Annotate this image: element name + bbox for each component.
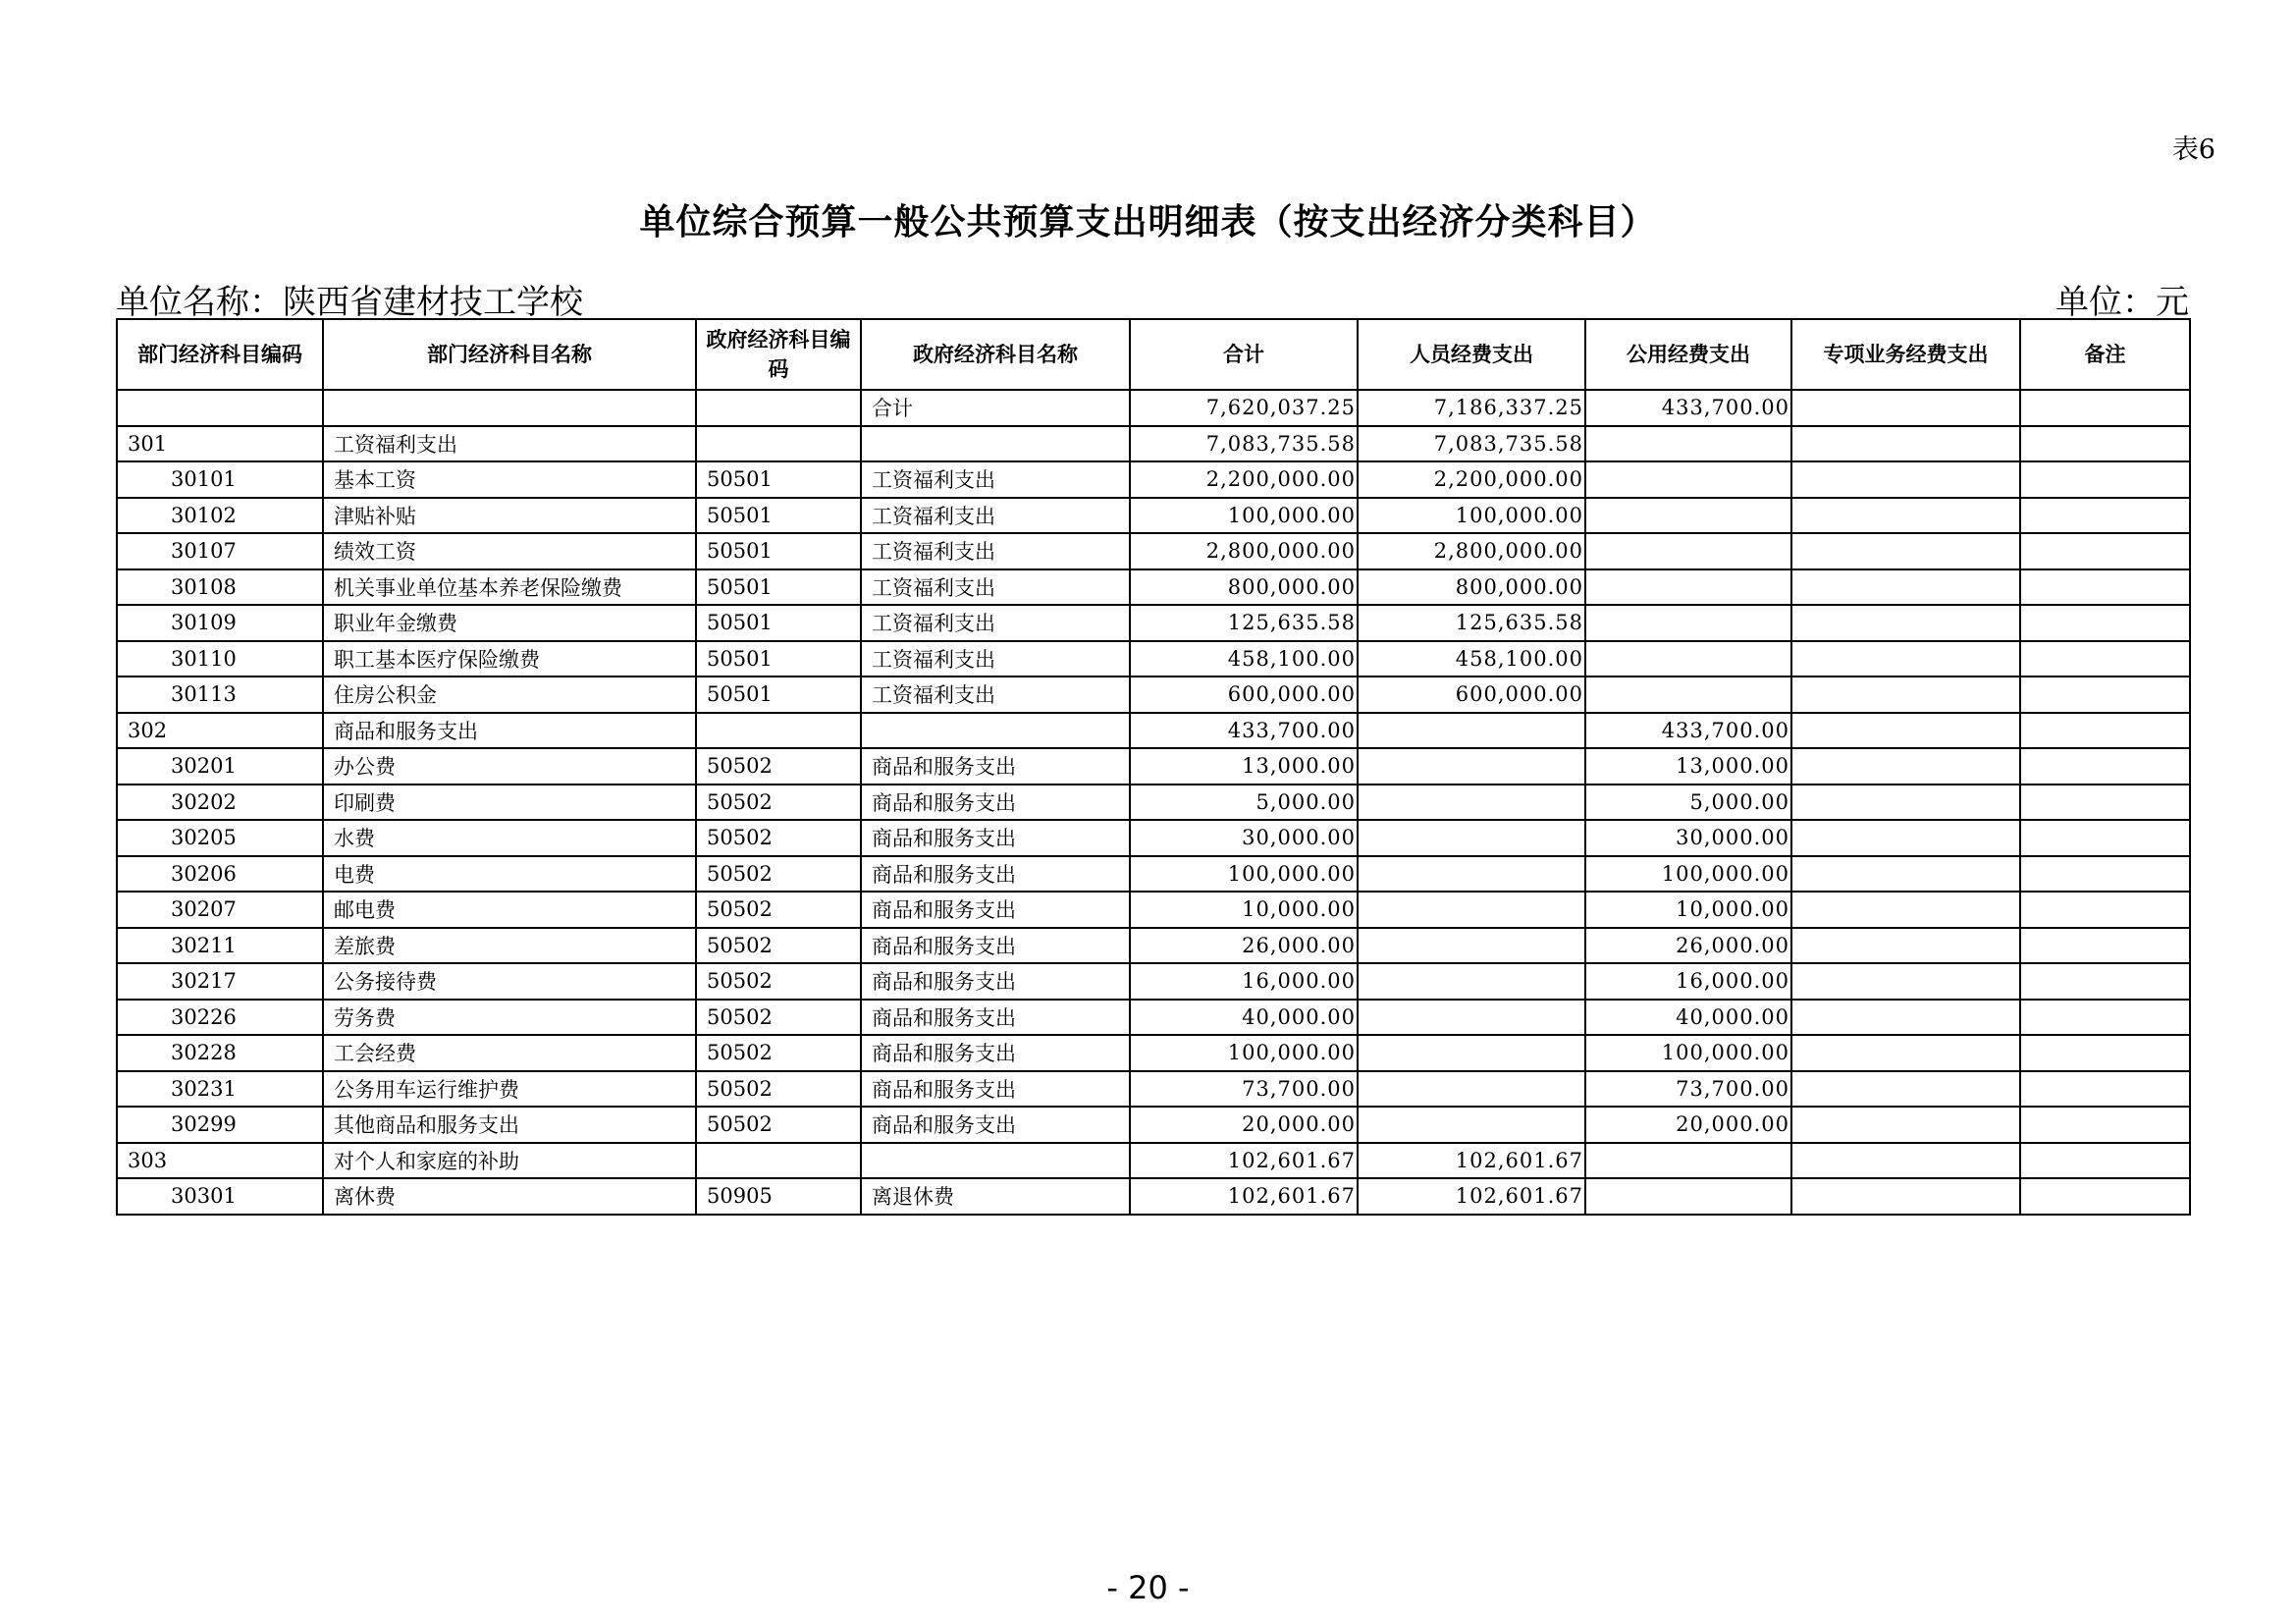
cell-special xyxy=(1791,1000,2020,1036)
cell-public: 30,000.00 xyxy=(1585,820,1791,856)
cell-personnel: 7,083,735.58 xyxy=(1358,426,1585,462)
expenditure-table xyxy=(116,318,2191,1216)
cell-special xyxy=(1791,785,2020,821)
cell-public: 13,000.00 xyxy=(1585,748,1791,785)
cell-dept-code: 30217 xyxy=(117,963,323,1000)
cell-total: 100,000.00 xyxy=(1130,856,1358,893)
table-row xyxy=(117,1071,2190,1108)
cell-personnel: 2,200,000.00 xyxy=(1358,461,1585,498)
currency-unit: 单位：元 xyxy=(2056,283,2189,322)
cell-gov-code: 50501 xyxy=(696,677,861,713)
cell-dept-name: 对个人和家庭的补助 xyxy=(323,1143,696,1179)
table-row xyxy=(117,533,2190,569)
cell-remark xyxy=(2020,1071,2190,1108)
cell-personnel xyxy=(1358,963,1585,1000)
cell-gov-code: 50501 xyxy=(696,533,861,569)
cell-gov-code: 50502 xyxy=(696,1035,861,1071)
cell-dept-name: 工会经费 xyxy=(323,1035,696,1071)
cell-gov-name: 合计 xyxy=(861,390,1130,426)
cell-total: 800,000.00 xyxy=(1130,569,1358,606)
cell-total: 26,000.00 xyxy=(1130,928,1358,964)
cell-total: 40,000.00 xyxy=(1130,1000,1358,1036)
cell-gov-name: 工资福利支出 xyxy=(861,641,1130,677)
cell-gov-name: 工资福利支出 xyxy=(861,461,1130,498)
cell-dept-code: 30211 xyxy=(117,928,323,964)
cell-dept-code xyxy=(117,390,323,426)
cell-gov-name: 商品和服务支出 xyxy=(861,820,1130,856)
table-row xyxy=(117,390,2190,426)
cell-dept-code: 30207 xyxy=(117,892,323,928)
cell-remark xyxy=(2020,498,2190,534)
cell-special xyxy=(1791,641,2020,677)
page-number: - 20 - xyxy=(1106,1569,1190,1606)
cell-dept-name: 离休费 xyxy=(323,1178,696,1215)
cell-total: 2,200,000.00 xyxy=(1130,461,1358,498)
cell-personnel xyxy=(1358,785,1585,821)
cell-dept-code: 30110 xyxy=(117,641,323,677)
table-row xyxy=(117,426,2190,462)
header-special: 专项业务经费支出 xyxy=(1791,319,2020,390)
cell-special xyxy=(1791,569,2020,606)
cell-personnel xyxy=(1358,1035,1585,1071)
table-row xyxy=(117,748,2190,785)
cell-gov-code: 50502 xyxy=(696,892,861,928)
cell-personnel xyxy=(1358,1107,1585,1143)
cell-dept-code: 30201 xyxy=(117,748,323,785)
cell-remark xyxy=(2020,856,2190,893)
table-header-row xyxy=(117,319,2190,390)
cell-public: 433,700.00 xyxy=(1585,713,1791,749)
cell-gov-code: 50502 xyxy=(696,1000,861,1036)
cell-public: 10,000.00 xyxy=(1585,892,1791,928)
cell-public: 20,000.00 xyxy=(1585,1107,1791,1143)
table-row xyxy=(117,1000,2190,1036)
header-remark: 备注 xyxy=(2020,319,2190,390)
cell-dept-name: 公务接待费 xyxy=(323,963,696,1000)
cell-dept-name xyxy=(323,390,696,426)
cell-public xyxy=(1585,641,1791,677)
cell-total: 600,000.00 xyxy=(1130,677,1358,713)
cell-dept-name: 公务用车运行维护费 xyxy=(323,1071,696,1108)
cell-dept-name: 工资福利支出 xyxy=(323,426,696,462)
cell-gov-code xyxy=(696,426,861,462)
cell-total: 7,620,037.25 xyxy=(1130,390,1358,426)
cell-dept-code: 302 xyxy=(117,713,323,749)
cell-gov-code: 50502 xyxy=(696,856,861,893)
cell-dept-code: 30206 xyxy=(117,856,323,893)
cell-remark xyxy=(2020,461,2190,498)
cell-dept-code: 30109 xyxy=(117,605,323,641)
cell-gov-name: 离退休费 xyxy=(861,1178,1130,1215)
cell-public: 26,000.00 xyxy=(1585,928,1791,964)
cell-dept-code: 30108 xyxy=(117,569,323,606)
cell-personnel xyxy=(1358,820,1585,856)
cell-remark xyxy=(2020,748,2190,785)
cell-special xyxy=(1791,1178,2020,1215)
cell-dept-name: 电费 xyxy=(323,856,696,893)
table-row xyxy=(117,856,2190,893)
cell-public: 40,000.00 xyxy=(1585,1000,1791,1036)
cell-gov-name: 商品和服务支出 xyxy=(861,856,1130,893)
cell-dept-code: 30301 xyxy=(117,1178,323,1215)
cell-gov-code: 50502 xyxy=(696,748,861,785)
cell-public xyxy=(1585,1178,1791,1215)
header-total: 合计 xyxy=(1130,319,1358,390)
cell-special xyxy=(1791,1035,2020,1071)
cell-special xyxy=(1791,748,2020,785)
table-row xyxy=(117,461,2190,498)
cell-gov-name xyxy=(861,1143,1130,1179)
cell-dept-code: 30299 xyxy=(117,1107,323,1143)
table-row xyxy=(117,963,2190,1000)
cell-special xyxy=(1791,820,2020,856)
cell-special xyxy=(1791,1107,2020,1143)
header-dept-name: 部门经济科目名称 xyxy=(323,319,696,390)
cell-dept-code: 30107 xyxy=(117,533,323,569)
cell-gov-name: 工资福利支出 xyxy=(861,498,1130,534)
cell-dept-code: 30228 xyxy=(117,1035,323,1071)
cell-gov-code xyxy=(696,1143,861,1179)
cell-dept-code: 30231 xyxy=(117,1071,323,1108)
cell-personnel: 800,000.00 xyxy=(1358,569,1585,606)
table-body xyxy=(117,390,2190,1215)
table-number: 表6 xyxy=(2171,135,2216,165)
cell-dept-name: 住房公积金 xyxy=(323,677,696,713)
cell-gov-name: 工资福利支出 xyxy=(861,605,1130,641)
cell-personnel: 100,000.00 xyxy=(1358,498,1585,534)
cell-dept-name: 差旅费 xyxy=(323,928,696,964)
cell-personnel: 102,601.67 xyxy=(1358,1143,1585,1179)
cell-dept-code: 30202 xyxy=(117,785,323,821)
cell-special xyxy=(1791,963,2020,1000)
cell-gov-name: 商品和服务支出 xyxy=(861,1071,1130,1108)
cell-total: 102,601.67 xyxy=(1130,1178,1358,1215)
cell-public: 5,000.00 xyxy=(1585,785,1791,821)
cell-remark xyxy=(2020,713,2190,749)
cell-gov-code: 50502 xyxy=(696,785,861,821)
header-personnel: 人员经费支出 xyxy=(1358,319,1585,390)
cell-personnel xyxy=(1358,1071,1585,1108)
cell-public xyxy=(1585,569,1791,606)
cell-total: 5,000.00 xyxy=(1130,785,1358,821)
cell-gov-name: 商品和服务支出 xyxy=(861,928,1130,964)
unit-info-row xyxy=(116,275,2189,322)
cell-special xyxy=(1791,605,2020,641)
cell-gov-name: 商品和服务支出 xyxy=(861,1107,1130,1143)
cell-total: 10,000.00 xyxy=(1130,892,1358,928)
cell-public xyxy=(1585,1143,1791,1179)
cell-total: 7,083,735.58 xyxy=(1130,426,1358,462)
unit-name: 单位名称：陕西省建材技工学校 xyxy=(116,283,583,322)
cell-remark xyxy=(2020,1107,2190,1143)
cell-public xyxy=(1585,498,1791,534)
cell-remark xyxy=(2020,928,2190,964)
cell-dept-name: 劳务费 xyxy=(323,1000,696,1036)
cell-gov-name: 工资福利支出 xyxy=(861,569,1130,606)
cell-personnel xyxy=(1358,856,1585,893)
cell-total: 73,700.00 xyxy=(1130,1071,1358,1108)
cell-public: 16,000.00 xyxy=(1585,963,1791,1000)
cell-gov-name: 工资福利支出 xyxy=(861,533,1130,569)
cell-special xyxy=(1791,928,2020,964)
cell-total: 16,000.00 xyxy=(1130,963,1358,1000)
cell-dept-code: 303 xyxy=(117,1143,323,1179)
cell-remark xyxy=(2020,963,2190,1000)
cell-special xyxy=(1791,892,2020,928)
header-public: 公用经费支出 xyxy=(1585,319,1791,390)
table-row xyxy=(117,605,2190,641)
cell-gov-code xyxy=(696,713,861,749)
cell-personnel: 2,800,000.00 xyxy=(1358,533,1585,569)
cell-public xyxy=(1585,426,1791,462)
cell-special xyxy=(1791,461,2020,498)
cell-gov-code: 50502 xyxy=(696,928,861,964)
table-row xyxy=(117,892,2190,928)
table-row xyxy=(117,928,2190,964)
cell-special xyxy=(1791,426,2020,462)
cell-dept-name: 印刷费 xyxy=(323,785,696,821)
cell-total: 458,100.00 xyxy=(1130,641,1358,677)
cell-public: 433,700.00 xyxy=(1585,390,1791,426)
cell-total: 100,000.00 xyxy=(1130,1035,1358,1071)
table-row xyxy=(117,498,2190,534)
cell-remark xyxy=(2020,820,2190,856)
cell-gov-name: 商品和服务支出 xyxy=(861,785,1130,821)
cell-personnel xyxy=(1358,713,1585,749)
cell-gov-name: 商品和服务支出 xyxy=(861,892,1130,928)
cell-personnel: 102,601.67 xyxy=(1358,1178,1585,1215)
cell-special xyxy=(1791,677,2020,713)
cell-remark xyxy=(2020,390,2190,426)
cell-remark xyxy=(2020,533,2190,569)
cell-personnel: 7,186,337.25 xyxy=(1358,390,1585,426)
cell-gov-code: 50502 xyxy=(696,1071,861,1108)
cell-dept-name: 商品和服务支出 xyxy=(323,713,696,749)
cell-dept-code: 301 xyxy=(117,426,323,462)
cell-remark xyxy=(2020,892,2190,928)
cell-dept-name: 绩效工资 xyxy=(323,533,696,569)
cell-public xyxy=(1585,461,1791,498)
cell-gov-name: 商品和服务支出 xyxy=(861,963,1130,1000)
cell-special xyxy=(1791,713,2020,749)
table-row xyxy=(117,820,2190,856)
cell-public xyxy=(1585,677,1791,713)
cell-gov-name: 商品和服务支出 xyxy=(861,1000,1130,1036)
cell-public xyxy=(1585,533,1791,569)
cell-special xyxy=(1791,856,2020,893)
cell-total: 13,000.00 xyxy=(1130,748,1358,785)
cell-gov-code: 50501 xyxy=(696,498,861,534)
cell-special xyxy=(1791,533,2020,569)
cell-remark xyxy=(2020,569,2190,606)
cell-gov-code: 50501 xyxy=(696,641,861,677)
cell-personnel xyxy=(1358,892,1585,928)
cell-special xyxy=(1791,498,2020,534)
cell-public: 100,000.00 xyxy=(1585,856,1791,893)
cell-special xyxy=(1791,390,2020,426)
cell-dept-name: 职业年金缴费 xyxy=(323,605,696,641)
cell-personnel: 125,635.58 xyxy=(1358,605,1585,641)
cell-total: 433,700.00 xyxy=(1130,713,1358,749)
table-row xyxy=(117,1107,2190,1143)
table-row xyxy=(117,677,2190,713)
cell-dept-code: 30102 xyxy=(117,498,323,534)
cell-total: 2,800,000.00 xyxy=(1130,533,1358,569)
header-gov-code: 政府经济科目编码 xyxy=(696,319,861,390)
cell-dept-code: 30205 xyxy=(117,820,323,856)
cell-remark xyxy=(2020,677,2190,713)
cell-total: 100,000.00 xyxy=(1130,498,1358,534)
cell-gov-name xyxy=(861,713,1130,749)
cell-public: 100,000.00 xyxy=(1585,1035,1791,1071)
cell-remark xyxy=(2020,426,2190,462)
cell-gov-name xyxy=(861,426,1130,462)
cell-gov-name: 工资福利支出 xyxy=(861,677,1130,713)
cell-dept-name: 机关事业单位基本养老保险缴费 xyxy=(323,569,696,606)
table-row xyxy=(117,1178,2190,1215)
cell-remark xyxy=(2020,1000,2190,1036)
cell-remark xyxy=(2020,1143,2190,1179)
cell-total: 125,635.58 xyxy=(1130,605,1358,641)
page-title: 单位综合预算一般公共预算支出明细表（按支出经济分类科目） xyxy=(639,202,1657,243)
cell-public xyxy=(1585,605,1791,641)
cell-personnel xyxy=(1358,748,1585,785)
cell-dept-name: 邮电费 xyxy=(323,892,696,928)
cell-dept-name: 职工基本医疗保险缴费 xyxy=(323,641,696,677)
cell-personnel: 600,000.00 xyxy=(1358,677,1585,713)
cell-personnel: 458,100.00 xyxy=(1358,641,1585,677)
cell-dept-name: 水费 xyxy=(323,820,696,856)
cell-dept-code: 30113 xyxy=(117,677,323,713)
cell-gov-code: 50905 xyxy=(696,1178,861,1215)
cell-remark xyxy=(2020,1035,2190,1071)
cell-total: 20,000.00 xyxy=(1130,1107,1358,1143)
cell-remark xyxy=(2020,785,2190,821)
cell-special xyxy=(1791,1143,2020,1179)
cell-public: 73,700.00 xyxy=(1585,1071,1791,1108)
cell-personnel xyxy=(1358,928,1585,964)
cell-total: 30,000.00 xyxy=(1130,820,1358,856)
cell-remark xyxy=(2020,1178,2190,1215)
table-row xyxy=(117,1035,2190,1071)
table-row xyxy=(117,1143,2190,1179)
cell-dept-name: 办公费 xyxy=(323,748,696,785)
table-row xyxy=(117,569,2190,606)
cell-gov-code: 50501 xyxy=(696,605,861,641)
cell-gov-code: 50502 xyxy=(696,963,861,1000)
cell-dept-code: 30226 xyxy=(117,1000,323,1036)
cell-remark xyxy=(2020,605,2190,641)
cell-special xyxy=(1791,1071,2020,1108)
table-row xyxy=(117,785,2190,821)
cell-gov-code xyxy=(696,390,861,426)
cell-gov-name: 商品和服务支出 xyxy=(861,1035,1130,1071)
cell-dept-name: 基本工资 xyxy=(323,461,696,498)
cell-personnel xyxy=(1358,1000,1585,1036)
header-dept-code: 部门经济科目编码 xyxy=(117,319,323,390)
cell-dept-name: 其他商品和服务支出 xyxy=(323,1107,696,1143)
cell-total: 102,601.67 xyxy=(1130,1143,1358,1179)
cell-dept-name: 津贴补贴 xyxy=(323,498,696,534)
cell-gov-code: 50501 xyxy=(696,569,861,606)
cell-gov-code: 50501 xyxy=(696,461,861,498)
header-gov-name: 政府经济科目名称 xyxy=(861,319,1130,390)
cell-gov-code: 50502 xyxy=(696,1107,861,1143)
cell-dept-code: 30101 xyxy=(117,461,323,498)
cell-gov-name: 商品和服务支出 xyxy=(861,748,1130,785)
cell-remark xyxy=(2020,641,2190,677)
table-row xyxy=(117,641,2190,677)
cell-gov-code: 50502 xyxy=(696,820,861,856)
table-row xyxy=(117,713,2190,749)
